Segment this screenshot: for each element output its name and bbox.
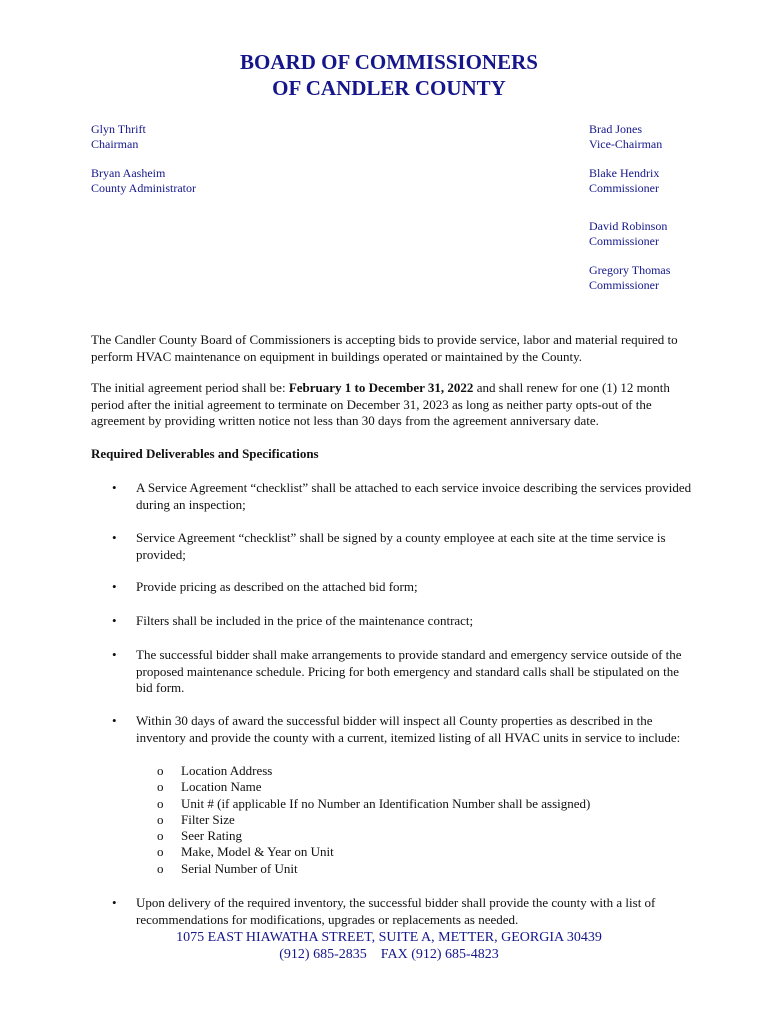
official-name: Blake Hendrix	[589, 166, 660, 180]
official-commissioner-1	[589, 166, 659, 196]
page-title-line2: OF CANDLER COUNTY	[272, 76, 506, 100]
intro-paragraph: The Candler County Board of Commissioners is accepting bids to provide service, labor and material required to perform HVAC maintenance on equipment in buildings operated or maintained by the County.	[91, 332, 678, 364]
official-name: Glyn Thrift	[91, 122, 146, 136]
page-title-line1: BOARD OF COMMISSIONERS	[240, 50, 538, 74]
period-dates: February 1 to December 31, 2022	[288, 380, 474, 395]
footer-address: 1075 EAST HIAWATHA STREET, SUITE A, METTER, GEORGIA 30439	[176, 930, 602, 945]
footer-phone-fax-text: (912) 685-2835 FAX (912) 685-4823	[279, 947, 499, 962]
official-role: Vice-Chairman	[589, 137, 663, 151]
official-commissioner-2	[589, 219, 667, 249]
list-item-text: Provide pricing as described on the attached bid form;	[136, 579, 418, 594]
sub-list-item-text: Make, Model & Year on Unit	[181, 844, 334, 859]
official-vice-chairman	[589, 122, 662, 152]
official-chairman	[91, 122, 146, 152]
official-name: David Robinson	[589, 219, 668, 233]
sub-list-item-text: Seer Rating	[181, 828, 243, 843]
official-role: Commissioner	[589, 181, 660, 195]
list-item-text: Filters shall be included in the price of the maintenance contract;	[136, 613, 474, 628]
sub-marker: o	[157, 828, 164, 843]
list-item-text: Service Agreement “checklist” shall be signed by a county employee at each site at the time service is provided;	[136, 530, 666, 562]
sub-marker: o	[157, 796, 164, 811]
list-item-text: A Service Agreement “checklist” shall be attached to each service invoice describing the services provided during an inspection;	[136, 480, 692, 512]
sub-marker: o	[157, 779, 164, 794]
list-item-text: Upon delivery of the required inventory, the successful bidder shall provide the county with a list of recommendations for modifications, upgrades or replacements as needed.	[136, 895, 656, 927]
official-county-administrator	[91, 166, 196, 196]
sub-list-item-text: Location Name	[181, 779, 262, 794]
official-role: Commissioner	[589, 234, 660, 248]
official-name: Gregory Thomas	[589, 263, 671, 277]
sub-marker: o	[157, 844, 164, 859]
bullet-marker: •	[112, 480, 117, 495]
footer-phone-fax	[0, 946, 770, 963]
official-commissioner-3	[589, 263, 670, 293]
list-item-text: The successful bidder shall make arrangements to provide standard and emergency service outside of the proposed maintenance schedule. Pricing for both emergency and standard calls shall be stipulated on the bid form.	[136, 647, 682, 696]
sub-marker: o	[157, 861, 164, 876]
sub-list-item-text: Unit # (if applicable If no Number an Identification Number shall be assigned)	[181, 796, 591, 811]
bullet-marker: •	[112, 530, 117, 545]
deliverables-heading: Required Deliverables and Specifications	[91, 446, 319, 461]
official-role: County Administrator	[91, 181, 196, 195]
sub-list-item-text: Serial Number of Unit	[181, 861, 298, 876]
bullet-marker: •	[112, 647, 117, 662]
period-prefix: The initial agreement period shall be:	[91, 380, 289, 395]
official-role: Commissioner	[589, 278, 660, 292]
sub-list-item-text: Location Address	[181, 763, 273, 778]
sub-marker: o	[157, 763, 164, 778]
list-item-text: Within 30 days of award the successful bidder will inspect all County properties as described in the inventory and provide the county with a current, itemized listing of all HVAC units in service to include:	[136, 713, 681, 745]
period-suffix: and shall renew for one (1) 12 month period after the initial agreement to terminate on December 31, 2023 as long as neither party opts-out of the agreement by providing written notice not less than 30 days from the agreement anniversary date.	[91, 380, 670, 429]
bullet-marker: •	[112, 613, 117, 628]
official-name: Brad Jones	[589, 122, 642, 136]
sub-marker: o	[157, 812, 164, 827]
bullet-marker: •	[112, 579, 117, 594]
official-name: Bryan Aasheim	[91, 166, 166, 180]
official-role: Chairman	[91, 137, 139, 151]
bullet-marker: •	[112, 713, 117, 728]
sub-list-item-text: Filter Size	[181, 812, 235, 827]
bullet-marker: •	[112, 895, 117, 910]
agreement-period-paragraph	[91, 380, 691, 430]
